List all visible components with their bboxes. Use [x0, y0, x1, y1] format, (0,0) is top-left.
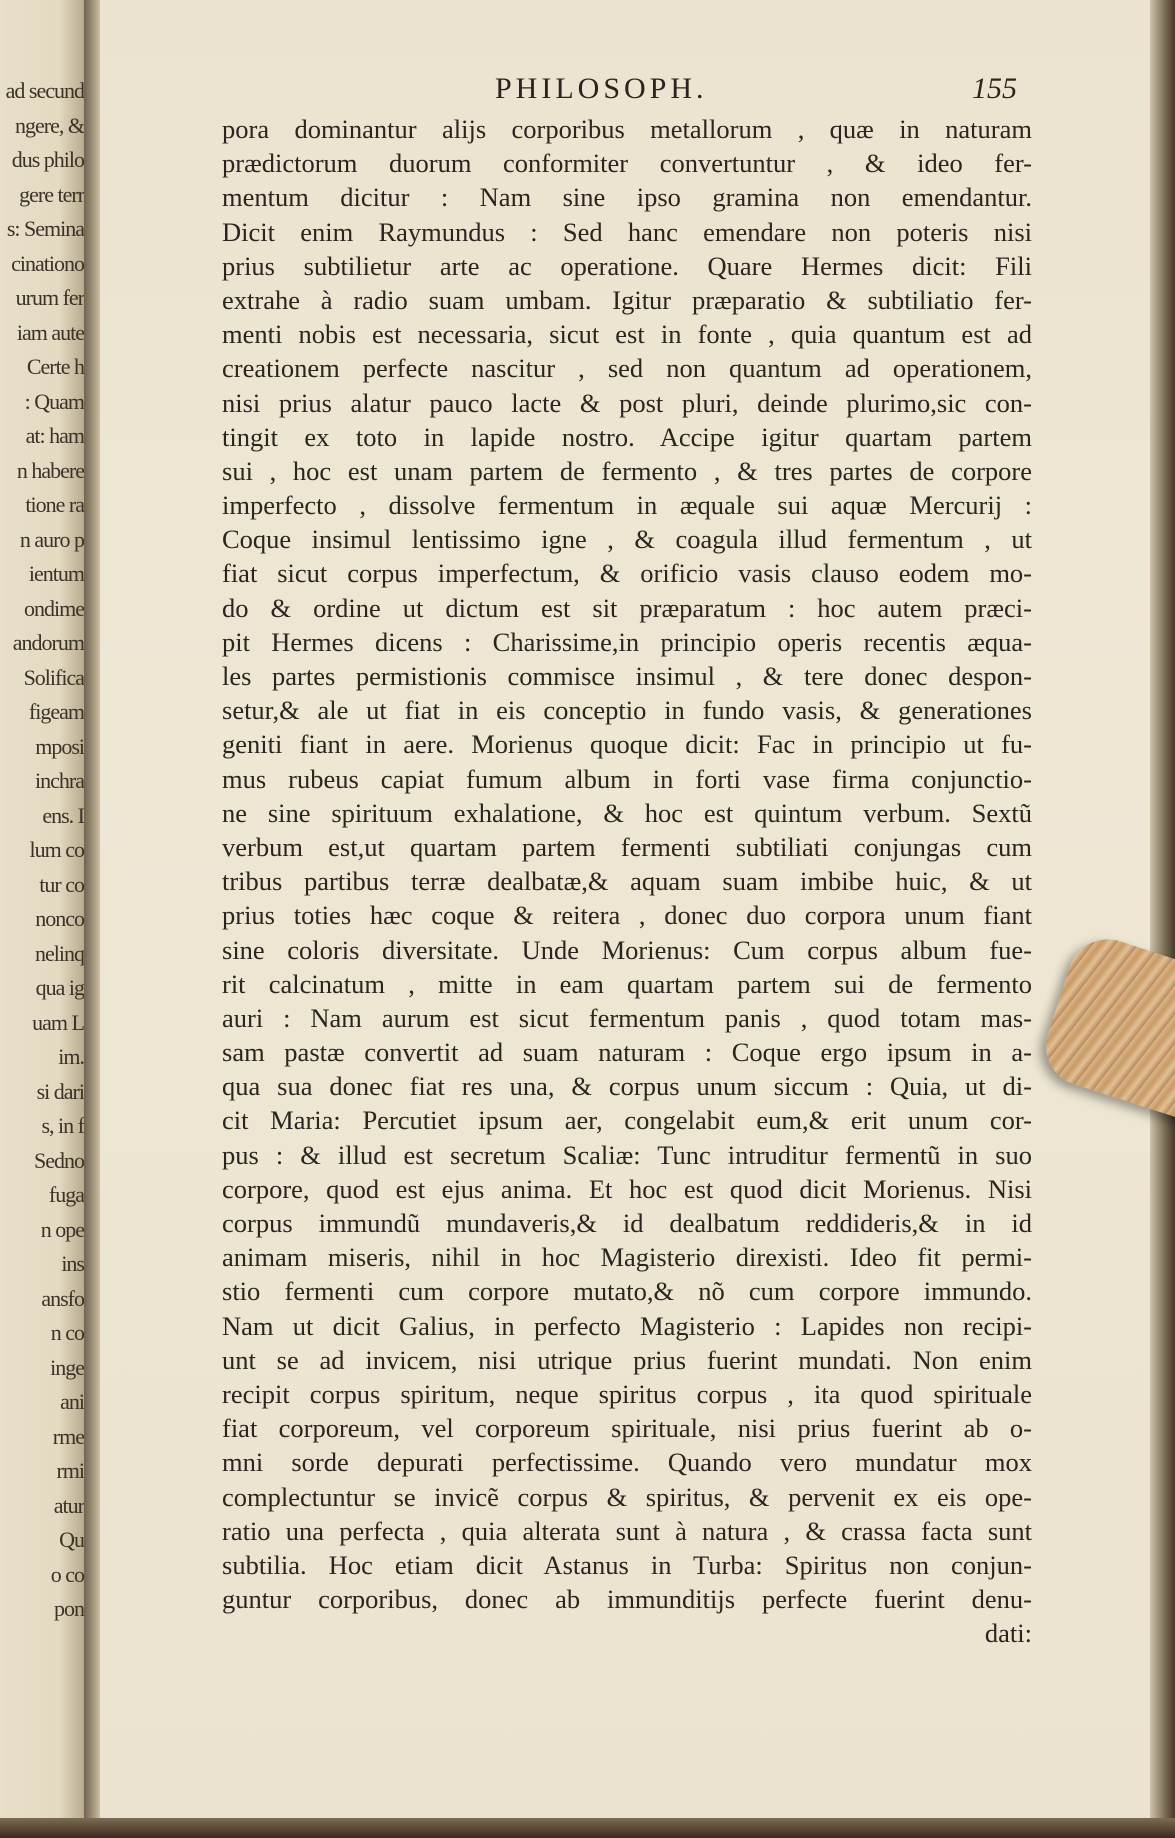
- text-line: prædictorum duorum conformiter convertuntur , & ideo fer-: [222, 148, 1032, 179]
- facing-page-text-fragment: tione ra: [25, 492, 84, 517]
- facing-page-text-fragment: ani: [60, 1389, 84, 1414]
- facing-page-text-fragment: im.: [58, 1044, 84, 1069]
- text-line: Dicit enim Raymundus : Sed hanc emendare non poteris nisi: [222, 216, 1032, 247]
- facing-page-text-fragment: dus philo: [11, 147, 84, 172]
- text-line: sine coloris diversitate. Unde Morienus: Cum corpus album fue-: [222, 934, 1032, 965]
- text-line: ratio una perfecta , quia alterata sunt à natura , & crassa facta sunt: [222, 1515, 1032, 1546]
- text-line: mni sorde depurati perfectissime. Quando vero mundatur mox: [222, 1447, 1032, 1478]
- text-line: Nam ut dicit Galius, in perfecto Magisterio : Lapides non recipi-: [222, 1310, 1032, 1341]
- text-line: complectuntur se invicẽ corpus & spiritus, & pervenit ex eis ope-: [222, 1481, 1032, 1512]
- text-line: verbum est,ut quartam partem fermenti subtiliati conjungas cum: [222, 831, 1032, 862]
- facing-page-text-fragment: uam L: [32, 1009, 84, 1035]
- text-line: les partes permistionis commisce insimul , & tere donec despon-: [222, 661, 1032, 691]
- text-line: prius subtilietur arte ac operatione. Quare Hermes dicit: Fili: [222, 250, 1032, 281]
- text-line: auri : Nam aurum est sicut fermentum panis , quod totam mas-: [222, 1002, 1032, 1033]
- facing-page-text-fragment: mposi: [35, 733, 84, 759]
- facing-page-text-fragment: inchra: [35, 768, 84, 793]
- facing-page-text-fragment: rmi: [56, 1458, 84, 1483]
- facing-page-text-fragment: o co: [50, 1561, 84, 1587]
- text-line: corpore, quod est ejus anima. Et hoc est quod dicit Morienus. Nisi: [222, 1173, 1032, 1204]
- facing-page-text-fragment: nelinq: [35, 940, 84, 966]
- facing-page-text-fragment: iam aute: [16, 319, 84, 345]
- text-line: fiat corporeum, vel corporeum spirituale, nisi prius fuerint ab o-: [222, 1413, 1032, 1444]
- facing-page-text-fragment: atur: [53, 1492, 84, 1518]
- text-line: guntur corporibus, donec ab immunditijs perfecte fuerint denu-: [222, 1584, 1032, 1615]
- facing-page-text-fragment: Solifica: [23, 664, 84, 690]
- text-line: Coque insimul lentissimo igne , & coagula illud fermentum , ut: [222, 524, 1032, 555]
- text-line: menti nobis est necessaria, sicut est in fonte , quia quantum est ad: [222, 319, 1032, 350]
- facing-page-text-fragment: n ope: [40, 1216, 84, 1242]
- text-line: pora dominantur alijs corporibus metallorum , quæ in naturam: [222, 114, 1032, 144]
- facing-page-text-fragment: pon: [54, 1596, 84, 1621]
- facing-page-text-fragment: ngere, &: [15, 112, 84, 138]
- book-page: [100, 0, 1158, 1824]
- text-line: rit calcinatum , mitte in eam quartam partem sui de fermento: [222, 968, 1032, 999]
- facing-page-fragment: [0, 0, 84, 1838]
- text-line: imperfecto , dissolve fermentum in æquale sui aquæ Mercurij :: [222, 490, 1032, 521]
- facing-page-text-fragment: n co: [50, 1320, 84, 1345]
- page-number: 155: [972, 72, 1017, 105]
- text-line: mentum dicitur : Nam sine ipso gramina non emendantur.: [222, 182, 1032, 213]
- facing-page-text-fragment: : Quam: [24, 388, 84, 414]
- facing-page-text-fragment: inge: [50, 1354, 84, 1380]
- text-block: [222, 112, 1032, 1650]
- text-line: tingit ex toto in lapide nostro. Accipe igitur quartam partem: [222, 421, 1032, 452]
- facing-page-text-fragment: s: Semina: [6, 216, 84, 241]
- text-line: sam pastæ convertit ad suam naturam : Coque ergo ipsum in a-: [222, 1037, 1032, 1068]
- text-line: do & ordine ut dictum est sit præparatum : hoc autem præci-: [222, 592, 1032, 623]
- text-line: geniti fiant in aere. Morienus quoque dicit: Fac in principio ut fu-: [222, 729, 1032, 760]
- facing-page-text-fragment: gere terr: [19, 181, 84, 207]
- facing-page-text-fragment: urum fer: [15, 285, 84, 310]
- facing-page-text-fragment: lum co: [29, 837, 84, 862]
- facing-page-text-fragment: cinationo: [11, 250, 84, 276]
- text-line: nisi prius alatur pauco lacte & post pluri, deinde plurimo,sic con-: [222, 387, 1032, 418]
- text-line: fiat sicut corpus imperfectum, & orificio vasis clauso eodem mo-: [222, 558, 1032, 589]
- facing-page-text-fragment: qua ig: [35, 975, 84, 1000]
- running-head: PHILOSOPH.: [495, 72, 708, 105]
- text-line: ne sine spirituum exhalatione, & hoc est quintum verbum. Sextũ: [222, 797, 1032, 828]
- facing-page-text-fragment: Qu: [59, 1527, 84, 1552]
- text-line: qua sua donec fiat res una, & corpus unum siccum : Quia, ut di-: [222, 1071, 1032, 1102]
- text-line: cit Maria: Percutiet ipsum aer, congelabit eum,& erit unum cor-: [222, 1105, 1032, 1136]
- facing-page-text-fragment: fuga: [48, 1182, 84, 1207]
- facing-page-text-fragment: ansfo: [41, 1285, 84, 1311]
- page-edge: [1150, 0, 1175, 1838]
- facing-page-text-fragment: s, in f: [41, 1113, 84, 1138]
- facing-page-text-fragment: Certe h: [26, 354, 84, 379]
- text-line: prius toties hæc coque & reitera , donec duo corpora unum fiant: [222, 900, 1032, 931]
- facing-page-text-fragment: nonco: [35, 906, 84, 931]
- text-line: recipit corpus spiritum, neque spiritus corpus , ita quod spirituale: [222, 1378, 1032, 1409]
- facing-page-text-fragment: n habere: [16, 457, 84, 483]
- text-line: mus rubeus capiat fumum album in forti vase firma conjunctio-: [222, 763, 1032, 794]
- facing-page-text-fragment: ens. I: [42, 802, 84, 828]
- text-line: pit Hermes dicens : Charissime,in principio operis recentis æqua-: [222, 626, 1032, 657]
- facing-page-text-fragment: Sedno: [34, 1147, 84, 1173]
- text-line: animam miseris, nihil in hoc Magisterio direxisti. Ideo fit permi-: [222, 1242, 1032, 1273]
- text-line: tribus partibus terræ dealbatæ,& aquam suam imbibe huic, & ut: [222, 866, 1032, 897]
- text-line: creationem perfecte nascitur , sed non quantum ad operationem,: [222, 353, 1032, 384]
- text-line: unt se ad invicem, nisi utrique prius fuerint mundati. Non enim: [222, 1344, 1032, 1375]
- catchword: dati:: [984, 1618, 1032, 1649]
- page-bottom-edge: [0, 1818, 1175, 1838]
- facing-page-text-fragment: rme: [52, 1423, 84, 1449]
- facing-page-text-fragment: tur co: [39, 871, 84, 897]
- text-line: sui , hoc est unam partem de fermento , & tres partes de corpore: [222, 455, 1032, 486]
- facing-page-text-fragment: ins: [61, 1251, 84, 1276]
- facing-page-text-fragment: ientum: [28, 561, 84, 586]
- facing-page-text-fragment: n auro p: [19, 526, 84, 552]
- facing-page-text-fragment: ondime: [24, 595, 84, 621]
- text-line: corpus immundũ mundaveris,& id dealbatum reddideris,& in id: [222, 1208, 1032, 1238]
- text-line: extrahe à radio suam umbam. Igitur præparatio & subtiliatio fer-: [222, 284, 1032, 315]
- text-line: stio fermenti cum corpore mutato,& nõ cum corpore immundo.: [222, 1276, 1032, 1307]
- text-line: setur,& ale ut fiat in eis conceptio in fundo vasis, & generationes: [222, 695, 1032, 726]
- facing-page-text-fragment: at: ham: [25, 423, 84, 448]
- facing-page-text-fragment: ad secund: [5, 78, 84, 103]
- text-line: pus : & illud est secretum Scaliæ: Tunc intruditur fermentũ in suo: [222, 1139, 1032, 1170]
- text-line: subtilia. Hoc etiam dicit Astanus in Turba: Spiritus non conjun-: [222, 1549, 1032, 1580]
- facing-page-text-fragment: si dari: [36, 1078, 84, 1104]
- facing-page-text-fragment: figeam: [28, 699, 84, 724]
- facing-page-text-fragment: andorum: [12, 630, 84, 655]
